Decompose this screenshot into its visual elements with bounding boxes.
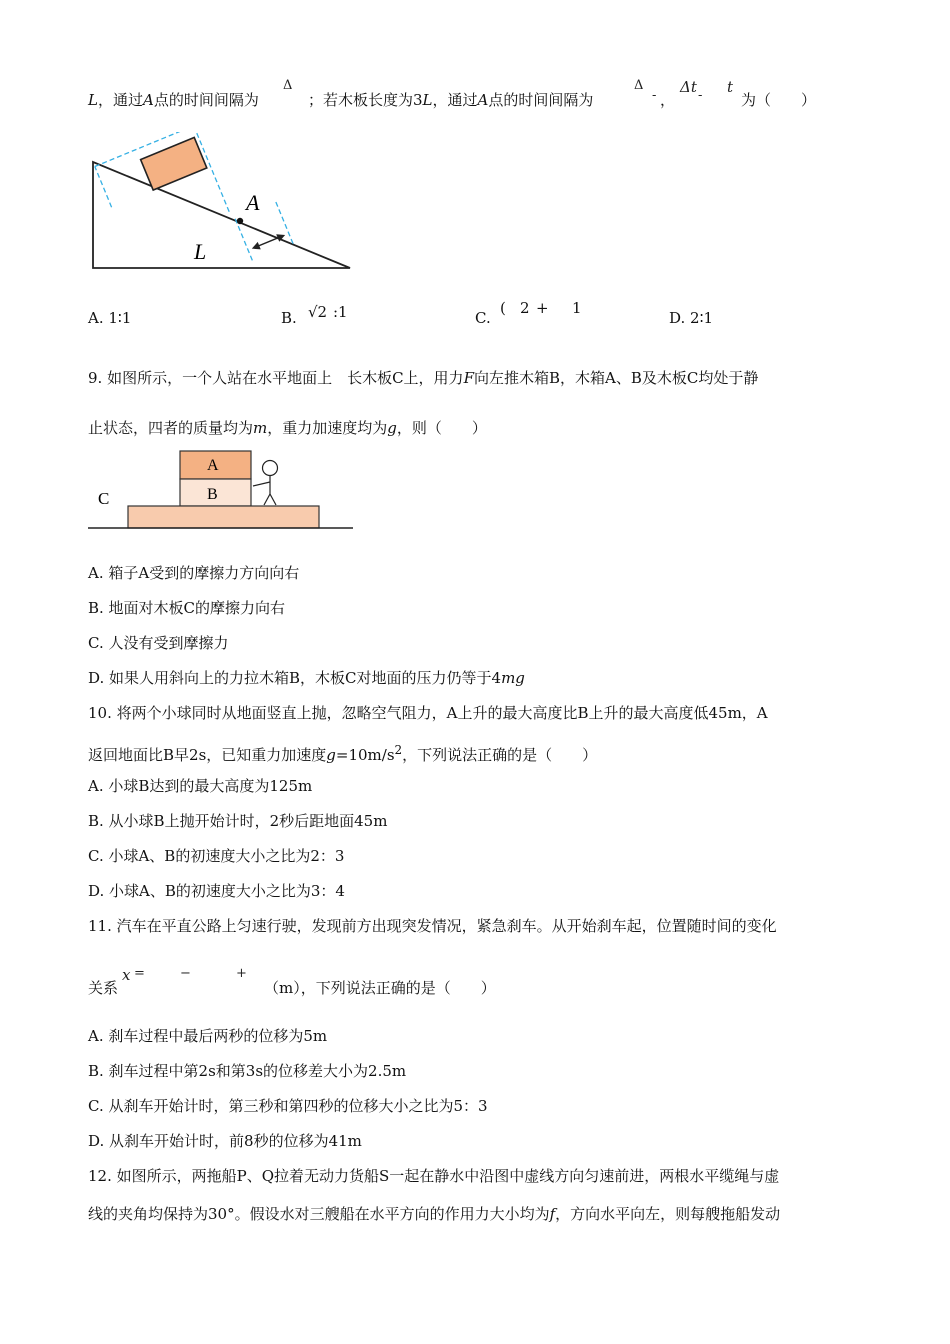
q10-option-a: A. 小球B达到的最大高度为125m: [88, 777, 313, 795]
q8-t-symbol: t: [727, 78, 734, 96]
q12-text: ，方向水平向左，则每艘拖船发动: [555, 1205, 781, 1223]
q12-text: 线的夹角均保持为30°。假设水对三艘船在水平方向的作用力大小均为: [88, 1205, 550, 1223]
block-on-incline: [95, 132, 231, 255]
q9-stem-line1: [88, 368, 758, 388]
q9-text: ，重力加速度均为: [267, 419, 388, 437]
q9-text: 止状态，四者的质量均为: [88, 419, 254, 437]
fig-label-L: L: [194, 239, 207, 264]
q8-intro-line: [88, 90, 259, 110]
q8-text: ；若木板长度为3: [308, 91, 423, 109]
q8-sub-2: -: [652, 88, 657, 103]
q8-delta-symbol-1: Δ: [283, 78, 293, 93]
q11-stem-line1: 11. 汽车在平直公路上匀速行驶，发现前方出现突发情况，紧急刹车。从开始刹车起，位置随时间的变化: [88, 917, 777, 935]
fig-label-board-c: C: [98, 489, 110, 508]
q12-stem-line1: 12. 如图所示，两拖船P、Q拉着无动力货船S一起在静水中沿图中虚线方向匀速前进，两根水平缆绳与虚: [88, 1167, 780, 1185]
q8-sub-3: -: [698, 88, 703, 103]
fig-label-A: A: [246, 190, 260, 215]
q10-var-g: g: [326, 746, 336, 764]
q8-option-b-sqrt: √2: [308, 303, 328, 321]
q8-option-c: [475, 308, 491, 328]
q11-minus: −: [180, 966, 191, 981]
q8-var-L: L: [88, 91, 98, 109]
q8-text: 点的时间间隔为: [488, 91, 594, 109]
q9-text: ，则（ ）: [396, 419, 487, 437]
q11-plus: +: [236, 966, 247, 981]
q11-equals: =: [134, 966, 145, 981]
q8-var-A: A: [142, 91, 154, 109]
q8-option-c-paren: (: [500, 299, 506, 317]
option-letter: B.: [281, 309, 297, 327]
q11-stem-line2-b: （m），下列说法正确的是（ ）: [264, 979, 496, 997]
q8-comma: ，: [660, 91, 676, 109]
q9-option-d: [88, 668, 525, 688]
q8-intro-line-mid: [308, 90, 593, 110]
q8-delta-t-symbol: Δt: [680, 78, 697, 96]
q8-text: ，通过: [432, 91, 478, 109]
q9-boxes-figure: [88, 448, 358, 533]
q8-option-c-val: 2: [520, 299, 530, 317]
q9-option-c: C. 人没有受到摩擦力: [88, 634, 229, 652]
q9-stem-line2: [88, 418, 487, 438]
q11-stem-line2-a: 关系: [88, 979, 119, 997]
incline-triangle: [93, 162, 350, 268]
q12-var-f: f: [549, 1205, 556, 1223]
q10-text: =10m/s: [335, 746, 395, 764]
q8-option-d: D. 2∶1: [669, 309, 714, 327]
q8-incline-figure: [88, 132, 368, 282]
q8-option-c-plus: +: [536, 299, 549, 317]
q8-text: ，通过: [97, 91, 143, 109]
q11-option-a: A. 刹车过程中最后两秒的位移为5m: [88, 1027, 328, 1045]
point-A: [237, 218, 243, 224]
q8-option-a: A. 1∶1: [88, 309, 132, 327]
q8-text: 点的时间间隔为: [153, 91, 259, 109]
q10-stem-line1: 10. 将两个小球同时从地面竖直上抛，忽略空气阻力，A上升的最大高度比B上升的最大高度低45m，A: [88, 704, 768, 722]
q11-option-d: D. 从刹车开始计时，前8秒的位移为41m: [88, 1132, 362, 1150]
q11-var-x: x: [122, 966, 131, 984]
q9-var-mg: mg: [501, 669, 525, 687]
q10-text: 返回地面比B早2s，已知重力加速度: [88, 746, 327, 764]
q11-option-c: C. 从刹车开始计时，第三秒和第四秒的位移大小之比为5：3: [88, 1097, 488, 1115]
board-c: [128, 506, 319, 528]
q10-option-b: B. 从小球B上抛开始计时，2秒后距地面45m: [88, 812, 388, 830]
q9-var-m: m: [253, 419, 268, 437]
q9-option-b: B. 地面对木板C的摩擦力向右: [88, 599, 286, 617]
q8-option-b-ratio: :1: [333, 303, 348, 321]
q8-var-L: L: [422, 91, 433, 109]
fig-label-box-b: B: [207, 486, 218, 503]
q9-var-g: g: [387, 419, 397, 437]
q8-delta-symbol-2: Δ: [634, 78, 644, 93]
stick-person: [253, 461, 278, 506]
q10-option-c: C. 小球A、B的初速度大小之比为2：3: [88, 847, 345, 865]
q8-option-c-one: 1: [572, 299, 582, 317]
q10-stem-line2: [88, 740, 597, 765]
option-letter: C.: [475, 309, 491, 327]
dashed-guide-A: [235, 202, 293, 261]
q9-text: 9. 如图所示，一个人站在水平地面上 长木板C上，用力: [88, 369, 464, 387]
q10-text: ，下列说法正确的是（ ）: [402, 746, 598, 764]
q8-intro-end: 为（ ）: [741, 91, 817, 109]
q8-option-b: [281, 308, 297, 328]
q9-text: D. 如果人用斜向上的力拉木箱B，木板C对地面的压力仍等于4: [88, 669, 502, 687]
q9-var-F: F: [463, 369, 474, 387]
q8-var-A: A: [477, 91, 489, 109]
q10-sup: 2: [394, 743, 403, 757]
q9-text: 向左推木箱B，木箱A、B及木板C均处于静: [473, 369, 759, 387]
fig-label-box-a: A: [207, 457, 219, 474]
q12-stem-line2: [88, 1204, 780, 1224]
q9-option-a: A. 箱子A受到的摩擦力方向向右: [88, 564, 300, 582]
q10-option-d: D. 小球A、B的初速度大小之比为3：4: [88, 882, 345, 900]
q11-option-b: B. 刹车过程中第2s和第3s的位移差大小为2.5m: [88, 1062, 407, 1080]
